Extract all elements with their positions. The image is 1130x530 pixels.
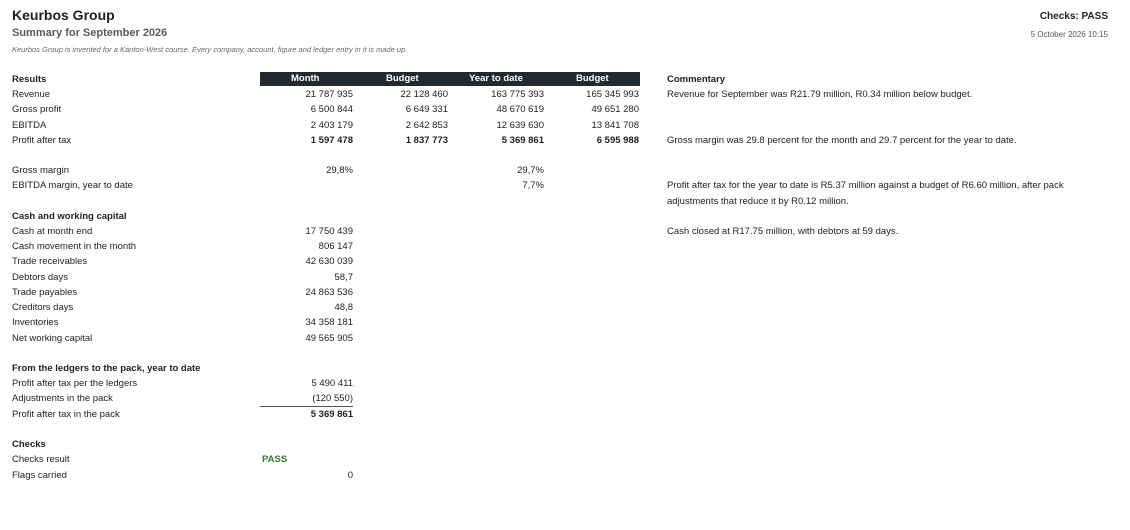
commentary-revenue: Revenue for September was R21.79 million, R0.34 million below budget. (667, 89, 973, 100)
row-label: Gross profit (12, 104, 62, 115)
cell-ytd: 48 670 619 (496, 104, 544, 115)
column-header-month: Month (291, 73, 320, 84)
flags-label: Flags carried (12, 470, 67, 481)
page-title: Keurbos Group (12, 7, 115, 23)
column-header-budget-month: Budget (386, 73, 419, 84)
page-subtitle: Summary for September 2026 (12, 27, 168, 39)
cell-budget-ytd: 49 651 280 (591, 104, 639, 115)
row-label: Cash at month end (12, 226, 93, 237)
cell-value: 24 863 536 (305, 287, 353, 298)
cell-budget-month: 2 642 853 (405, 120, 448, 131)
cell-value: 17 750 439 (305, 226, 353, 237)
gross-margin-label: Gross margin (12, 165, 70, 176)
cell-budget-month: 22 128 460 (400, 89, 448, 100)
row-label: Revenue (12, 89, 51, 100)
cell-budget-ytd: 13 841 708 (591, 120, 639, 131)
ebitda-margin-ytd: 7,7% (522, 180, 544, 191)
cell-budget-month: 6 649 331 (405, 104, 448, 115)
row-label: Inventories (12, 317, 59, 328)
row-label: Net working capital (12, 333, 93, 344)
row-label: Profit after tax (12, 135, 72, 146)
column-header-ytd: Year to date (469, 73, 523, 84)
cash-heading: Cash and working capital (12, 211, 127, 222)
row-label: Creditors days (12, 302, 74, 313)
cell-value: 806 147 (318, 241, 353, 252)
checks-status-badge: Checks: PASS (1039, 11, 1108, 22)
flags-value: 0 (347, 470, 353, 481)
checks-result-value: PASS (262, 454, 288, 465)
ledgers-heading: From the ledgers to the pack, year to date (12, 363, 201, 374)
cell-value: 48,8 (334, 302, 353, 313)
row-label: Cash movement in the month (12, 241, 137, 252)
commentary-margin: Gross margin was 29.8 percent for the month and 29.7 percent for the year to date. (667, 135, 1017, 146)
subtotal-rule (260, 406, 353, 407)
row-label: Profit after tax in the pack (12, 409, 120, 420)
results-heading: Results (12, 74, 47, 85)
gross-margin-ytd: 29,7% (517, 165, 544, 176)
checks-result-label: Checks result (12, 454, 70, 465)
cell-value: 49 565 905 (305, 333, 353, 344)
cell-value: (120 550) (312, 393, 353, 404)
disclaimer-note: Keurbos Group is invented for a Kanton-West course. Every company, account, figure and ledger entry in it is made up. (12, 45, 408, 54)
row-label: Trade payables (12, 287, 78, 298)
row-label: Debtors days (12, 272, 68, 283)
cell-budget-month: 1 837 773 (405, 135, 448, 146)
cell-ytd: 163 775 393 (491, 89, 544, 100)
cell-ytd: 5 369 861 (501, 135, 544, 146)
commentary-profit: Profit after tax for the year to date is R5.37 million against a budget of R6.60 million, after pack adjustments that reduce it by R0.12 million. (667, 180, 1064, 207)
ebitda-margin-label: EBITDA margin, year to date (12, 180, 133, 191)
cell-value: 34 358 181 (305, 317, 353, 328)
gross-margin-month: 29,8% (326, 165, 353, 176)
cell-value: 58,7 (334, 272, 353, 283)
cell-budget-ytd: 6 595 988 (596, 135, 639, 146)
row-label: EBITDA (12, 120, 47, 131)
row-label: Trade receivables (12, 256, 88, 267)
cell-budget-ytd: 165 345 993 (586, 89, 639, 100)
cell-month: 2 403 179 (310, 120, 353, 131)
cell-value: 5 369 861 (310, 409, 353, 420)
cell-month: 6 500 844 (310, 104, 353, 115)
cell-ytd: 12 639 630 (496, 120, 544, 131)
cell-value: 5 490 411 (311, 378, 353, 389)
column-header-budget-ytd: Budget (576, 73, 609, 84)
row-label: Profit after tax per the ledgers (12, 378, 138, 389)
cell-month: 1 597 478 (310, 135, 353, 146)
commentary-cash: Cash closed at R17.75 million, with debtors at 59 days. (667, 226, 899, 237)
cell-value: 42 630 039 (305, 256, 353, 267)
row-label: Adjustments in the pack (12, 393, 113, 404)
timestamp: 5 October 2026 10:15 (1030, 30, 1108, 39)
commentary-heading: Commentary (667, 74, 726, 85)
checks-heading: Checks (12, 439, 46, 450)
cell-month: 21 787 935 (305, 89, 353, 100)
